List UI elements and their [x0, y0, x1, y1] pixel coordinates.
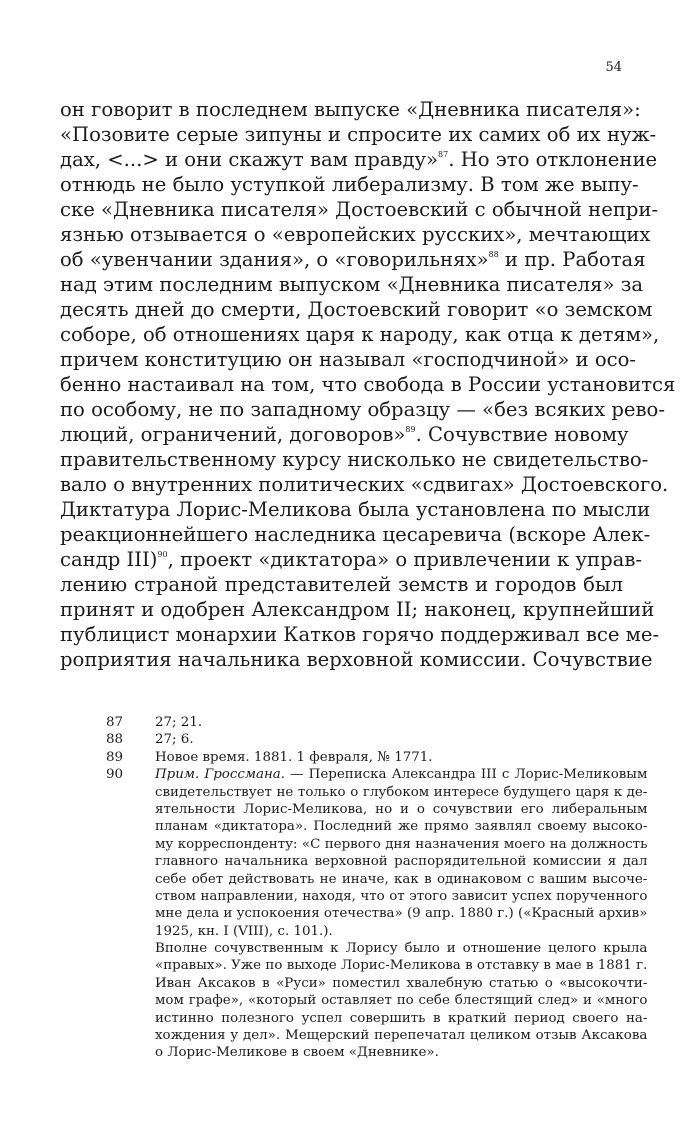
body-text-line: причем конституцию он называл «господчиной» и осо-: [60, 348, 637, 371]
body-text-line: бенно настаивал на том, что свобода в России установится: [60, 373, 676, 396]
body-text-line: сандр III)$^{90}$, проект «диктатора» о привлечении к управ-: [60, 548, 642, 571]
footnote-ref[interactable]: 90: [157, 550, 168, 559]
body-text-line: роприятия начальника верховной комиссии. Сочувствие: [60, 648, 653, 671]
body-text-line: над этим последним выпуском «Дневника писателя» за: [60, 273, 644, 296]
body-text-line: об «увенчании здания», о «говорильнях»$^{88}$ и пр. Работая: [60, 248, 646, 271]
footnote-number: 90: [106, 767, 124, 783]
footnote-line: Иван Аксаков в «Руси» поместил хвалебную статью о «высокочти-: [155, 975, 648, 991]
footnote-text: [155, 731, 626, 748]
footnotes: [106, 714, 648, 1062]
footnote: [106, 766, 648, 1062]
footnote-line: Прим. Гроссмана. — Переписка Александра III с Лорис-Меликовым: [155, 767, 648, 783]
body-text-line: принят и одобрен Александром II; наконец, крупнейший: [60, 598, 655, 621]
footnote-number: 88: [106, 732, 124, 748]
footnote-line: Вполне сочувственным к Лорису было и отношение целого крыла: [155, 941, 648, 957]
footnote: [106, 731, 626, 748]
footnote-line: свидетельствует не только о глубоком интересе будущего царя к де-: [155, 784, 648, 800]
footnote-line: главного начальника верховной распорядительной комиссии я дал: [155, 854, 648, 870]
body-text-line: дах, <...> и они скажут вам правду»$^{87}$. Но это отклонение: [60, 148, 658, 171]
body-text-line: Диктатура Лорис-Меликова была установлена по мысли: [60, 498, 651, 521]
body-text-line: публицист монархии Катков горячо поддерживал все ме-: [60, 623, 660, 646]
footnote-number: 89: [106, 749, 124, 765]
body-text-line: язнью отзывается о «европейских русских», мечтающих: [60, 223, 651, 246]
footnote-text: [155, 766, 647, 1062]
footnote-line: Новое время. 1881. 1 февраля, № 1771.: [155, 749, 433, 765]
footnote-line: 27; 6.: [155, 732, 194, 748]
body-text-line: лению страной представителей земств и городов был: [60, 573, 623, 596]
footnote-line: мне дела и успокоения отечества» (9 апр. 1880 г.) («Красный архив»: [155, 906, 648, 922]
main-text: [60, 97, 676, 672]
footnote-ref[interactable]: 88: [488, 250, 499, 259]
footnote-line: о Лорис-Меликове в своем «Дневнике».: [155, 1045, 439, 1061]
body-text-line: правительственному курсу нисколько не свидетельство-: [60, 448, 649, 471]
footnote-line: 1925, кн. I (VIII), с. 101.).: [155, 923, 333, 939]
body-text-line: «Позовите серые зипуны и спросите их самих об их нуж-: [60, 123, 657, 146]
footnote-line: хождения у дел». Мещерский перепечатал целиком отзыв Аксакова: [155, 1028, 648, 1044]
footnote-ref[interactable]: 89: [405, 425, 416, 434]
body-text-line: реакционнейшего наследника цесаревича (вскоре Алек-: [60, 523, 651, 546]
body-text-line: ске «Дневника писателя» Достоевский с обычной непри-: [60, 198, 659, 221]
body-text-line: вало о внутренних политических «сдвигах» Достоевского.: [60, 473, 669, 496]
footnote-line: планам «диктатора». Последний же прямо заявлял своему высоко-: [155, 819, 648, 835]
footnote-line: 27; 21.: [155, 715, 203, 730]
footnote-text: [155, 714, 626, 731]
body-text-line: десять дней до смерти, Достоевский говорит «о земском: [60, 298, 653, 321]
body-text-line: он говорит в последнем выпуске «Дневника писателя»:: [60, 98, 641, 121]
footnote-line: мом графе», «который оставляет по себе блестящий след» и «много: [155, 993, 648, 1009]
footnote-line: ством направлении, находя, что от этого зависит успех порученного: [155, 888, 648, 904]
body-text-line: соборе, об отношениях царя к народу, как отца к детям»,: [60, 323, 660, 346]
footnote-line: истинно полезного успел совершить в краткий период своего на-: [155, 1010, 648, 1026]
footnote: [106, 714, 626, 731]
footnote-number: 87: [106, 715, 124, 730]
body-text-line: отнюдь не было уступкой либерализму. В том же выпу-: [60, 173, 639, 196]
body-text-line: люций, ограничений, договоров»$^{89}$. Сочувствие новому: [60, 423, 629, 446]
footnote-ref[interactable]: 87: [438, 150, 449, 159]
footnote-text: [155, 749, 626, 766]
footnote-line: ятельности Лорис-Меликова, но и о сочувствии его либеральным: [155, 801, 648, 817]
page-number: 54: [605, 60, 622, 75]
footnote-line: себе обет действовать не иначе, как в одинаковом с вашим высоче-: [155, 871, 648, 887]
footnote-line: «правых». Уже по выходе Лорис-Меликова в отставку в мае в 1881 г.: [155, 958, 648, 974]
footnote-line: му корреспонденту: «С первого дня назначения моего на должность: [155, 836, 648, 852]
body-text-line: по особому, не по западному образцу — «без всяких рево-: [60, 398, 665, 421]
footnote: [106, 749, 626, 766]
